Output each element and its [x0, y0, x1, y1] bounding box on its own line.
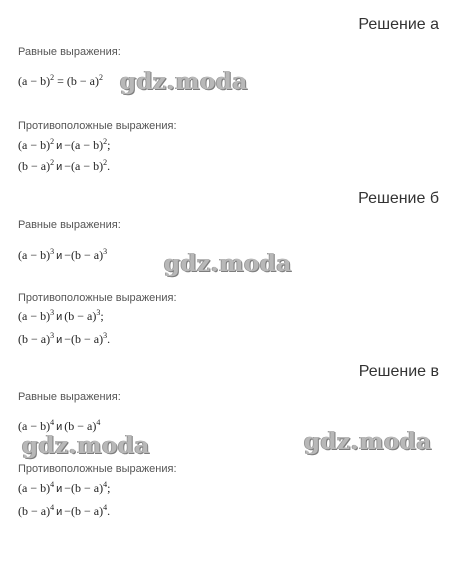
exponent: 4	[96, 418, 101, 427]
expr-part: (b − a)	[18, 332, 51, 346]
watermark: gdz.moda	[120, 68, 248, 95]
section-b-equal-expression	[18, 248, 107, 263]
conjunction: и	[56, 311, 63, 323]
expr-part: −(a − b)	[64, 159, 104, 173]
section-a-opposite-label: Противоположные выражения:	[18, 120, 177, 132]
expr-part: −(b − a)	[64, 248, 104, 262]
exponent: 2	[103, 137, 108, 146]
expr-part: (b − a)	[64, 419, 97, 433]
expr-part: −(b − a)	[64, 504, 104, 518]
section-v-equal-label: Равные выражения:	[18, 391, 121, 403]
section-a-equal-label: Равные выражения:	[18, 46, 121, 58]
exponent: 3	[96, 308, 101, 317]
exponent: 2	[103, 158, 108, 167]
expr-part: −(a − b)	[64, 138, 104, 152]
section-b-opposite-label: Противоположные выражения:	[18, 292, 177, 304]
expr-part: −(b − a)	[64, 481, 104, 495]
expr-part: (a − b)	[18, 481, 51, 495]
expr-part: (a − b)	[18, 419, 51, 433]
exponent: 3	[103, 331, 108, 340]
punctuation: .	[107, 159, 111, 173]
section-a-opposite-expression-2	[18, 159, 110, 174]
punctuation: .	[107, 504, 111, 518]
conjunction: и	[56, 483, 63, 495]
section-v-opposite-expression-1	[18, 481, 110, 496]
exponent: 4	[103, 480, 108, 489]
conjunction: и	[56, 334, 63, 346]
section-v-opposite-expression-2	[18, 504, 110, 519]
section-b-heading: Решение б	[358, 190, 439, 207]
expr-part: (a − b)	[18, 74, 51, 88]
section-a-opposite-expression-1	[18, 138, 110, 153]
watermark: gdz.moda	[304, 428, 432, 455]
exponent: 2	[50, 73, 55, 82]
expr-part: (a − b)	[18, 138, 51, 152]
expr-part: (b − a)	[18, 159, 51, 173]
exponent: 3	[50, 247, 55, 256]
exponent: 2	[50, 137, 55, 146]
section-v-opposite-label: Противоположные выражения:	[18, 463, 177, 475]
expr-part: = (b − a)	[54, 74, 99, 88]
expr-part: −(b − a)	[64, 332, 104, 346]
conjunction: и	[56, 421, 63, 433]
section-v-heading: Решение в	[358, 363, 439, 380]
punctuation: ;	[107, 138, 111, 152]
exponent: 3	[103, 247, 108, 256]
watermark: gdz.moda	[164, 250, 292, 277]
section-a-equal-expression	[18, 74, 103, 89]
exponent: 3	[50, 331, 55, 340]
exponent: 4	[50, 418, 55, 427]
punctuation: ;	[107, 481, 111, 495]
watermark: gdz.moda	[22, 432, 150, 459]
exponent: 4	[50, 503, 55, 512]
conjunction: и	[56, 250, 63, 262]
conjunction: и	[56, 506, 63, 518]
exponent: 3	[50, 308, 55, 317]
expr-part: (a − b)	[18, 248, 51, 262]
exponent: 2	[50, 158, 55, 167]
exponent: 4	[50, 480, 55, 489]
exponent: 2	[98, 73, 103, 82]
expr-part: (a − b)	[18, 309, 51, 323]
expr-part: (b − a)	[18, 504, 51, 518]
conjunction: и	[56, 140, 63, 152]
punctuation: .	[107, 332, 111, 346]
section-a-heading: Решение а	[358, 16, 439, 33]
expr-part: (b − a)	[64, 309, 97, 323]
punctuation: ;	[100, 309, 104, 323]
exponent: 4	[103, 503, 108, 512]
section-b-opposite-expression-2	[18, 332, 110, 347]
section-b-equal-label: Равные выражения:	[18, 219, 121, 231]
conjunction: и	[56, 161, 63, 173]
section-b-opposite-expression-1	[18, 309, 104, 324]
